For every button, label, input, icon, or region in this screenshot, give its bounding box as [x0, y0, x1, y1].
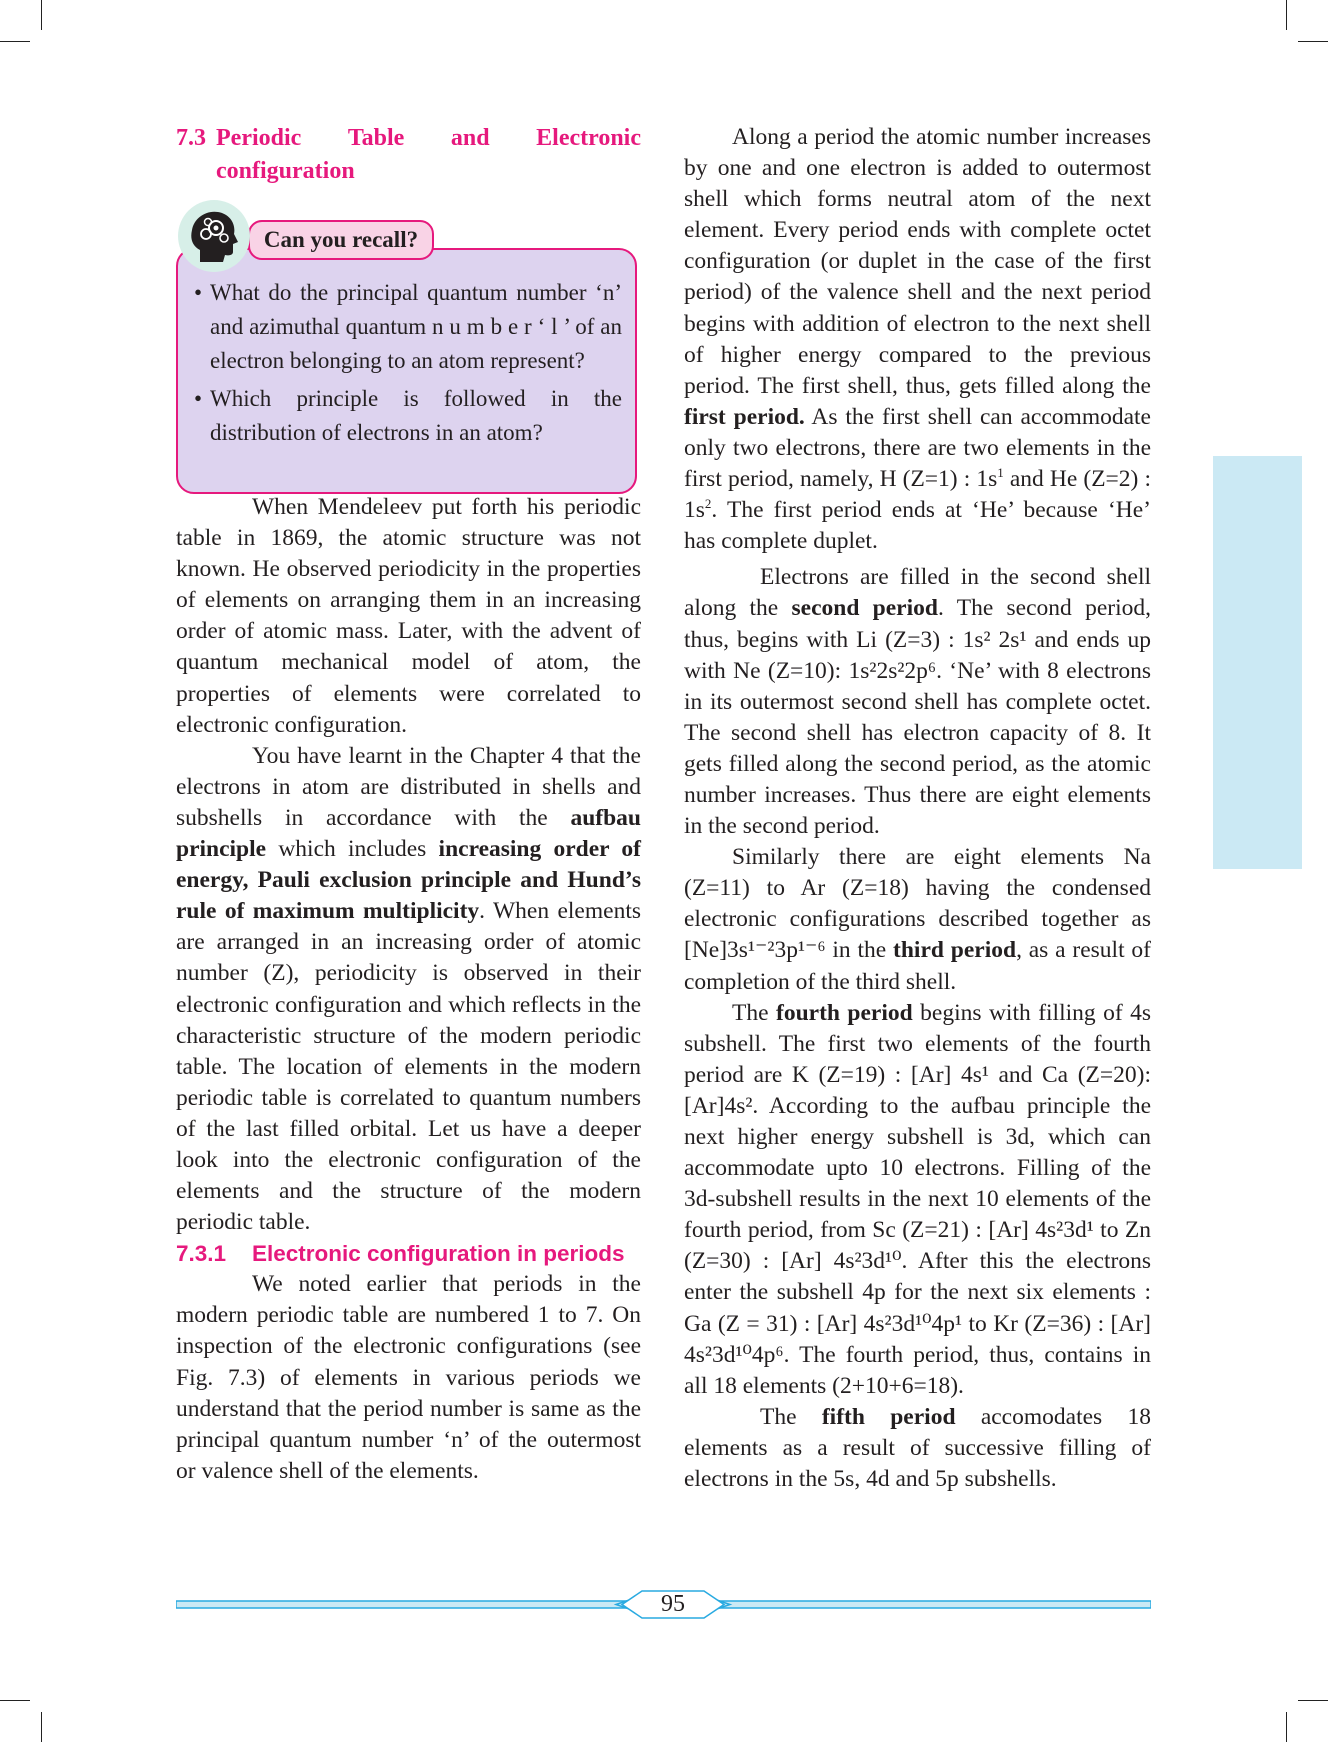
bullet-text: Which principle is followed in the distribution of electrons in an atom? — [210, 386, 622, 445]
paragraph — [684, 1402, 1151, 1495]
recall-box — [176, 200, 641, 492]
paragraph: We noted earlier that periods in the modern periodic table are numbered 1 to 7. On inspection of the electronic configurations (see Fig. 7.3) of elements in various periods we understand that the period number is same as the principal quantum number ‘n’ of the outermost or valence shell of the elements. — [176, 1271, 641, 1484]
superscript: 1 — [997, 465, 1004, 481]
text-run: Along a period the atomic number increases by one and one electron is added to outermost shell which forms neutral atom of the next element. Every period ends with complete octet configuration (or duplet in the case of the first period) of the valence shell and the next period begins with addition of electron to the next shell of higher energy compared to the previous period. The first shell, thus, gets filled along the — [684, 124, 1151, 399]
right-column — [684, 122, 1151, 1495]
subsection-heading — [176, 1238, 641, 1269]
heading-word: Electronic — [536, 125, 641, 151]
superscript: 2 — [704, 496, 712, 512]
thinking-head-icon — [178, 200, 250, 272]
bold-term: second period — [791, 595, 938, 622]
text-run: . When elements are arranged in an increasing order of atomic number (Z), periodicity is observed in their electronic configuration and which reflects in the characteristic structure of the modern periodic table. The location of elements in the modern periodic table is correlated to quantum numbers of the last filled orbital. Let us have a deeper look into the electronic configuration of the elements and the structure of the modern periodic table. — [176, 898, 641, 1236]
text-run: . The first period ends at ‘He’ because ‘He’ has complete duplet. — [684, 497, 1151, 555]
crop-mark — [1286, 0, 1287, 30]
crop-mark — [1298, 41, 1328, 42]
heading-word: Table — [347, 125, 405, 151]
text-run: The — [732, 999, 776, 1026]
crop-mark — [0, 41, 30, 42]
bullet-text: What do the principal quantum number ‘n’ and azimuthal quantum n u m b e r ‘ l ’ of an electron belonging to an atom represent? — [210, 280, 622, 373]
bullet-dot: • — [194, 280, 203, 305]
heading-word: Periodic — [216, 125, 302, 151]
paragraph — [684, 998, 1151, 1402]
text-run: and He (Z=2) : 1s — [684, 466, 1151, 524]
bold-term: third period — [893, 937, 1017, 964]
subsection-number: 7.3.1 — [176, 1241, 227, 1267]
side-tab-marker — [1213, 456, 1302, 869]
text-run: The — [760, 1403, 822, 1430]
crop-mark — [41, 1712, 42, 1742]
bold-term: first period. — [684, 403, 805, 430]
heading-line2: configuration — [216, 158, 355, 184]
crop-mark — [1298, 1700, 1328, 1701]
crop-mark — [1286, 1712, 1287, 1742]
recall-bullet — [194, 276, 622, 378]
subsection-title: Electronic configuration in periods — [252, 1241, 625, 1267]
paragraph — [176, 741, 641, 1239]
bold-term: increasing order of energy, Pauli exclusion principle and Hund’s rule of maximum multiplicity — [176, 836, 641, 925]
section-heading — [176, 122, 641, 188]
paragraph — [684, 562, 1151, 842]
text-run: Similarly there are eight elements Na (Z=11) to Ar (Z=18) having the condensed electronic configurations described together as [Ne]3s¹⁻²3p¹⁻⁶ in the — [684, 844, 1151, 964]
text-run: As the first shell can accommodate only two electrons, there are two elements in the first period, namely, H (Z=1) : 1s — [684, 403, 1151, 493]
page-footer — [176, 1587, 1151, 1623]
text-run: which includes — [266, 836, 439, 863]
paragraph — [684, 842, 1151, 997]
text-run: , as a result of completion of the third shell. — [684, 937, 1151, 995]
bullet-dot: • — [194, 386, 203, 411]
text-run: . The second period, thus, begins with Li (Z=3) : 1s² 2s¹ and ends up with Ne (Z=10): 1s²2s²2p⁶. ‘Ne’ with 8 electrons in its outermost second shell has complete octet. The second shell has electron capacity of 8. It gets filled along the second period, as the atomic number increases. Thus there are eight elements in the second period. — [684, 595, 1151, 840]
crop-mark — [0, 1700, 30, 1701]
left-column — [176, 122, 641, 1487]
paragraph — [684, 122, 1151, 557]
page-number: 95 — [661, 1591, 685, 1617]
text-run: begins with filling of 4s subshell. The first two elements of the fourth period are K (Z=19) : [Ar] 4s¹ and Ca (Z=20): [Ar]4s². According to the aufbau principle the next higher energy subshell is 3d, which can accommodate upto 10 electrons. Filling of the 3d-subshell results in the next 10 elements of the fourth period, from Sc (Z=21) : [Ar] 4s²3d¹ to Zn (Z=30) : [Ar] 4s²3d¹⁰. After this the electrons enter the subshell 4p for the next six elements : Ga (Z = 31) : [Ar] 4s²3d¹⁰4p¹ to Kr (Z=36) : [Ar] 4s²3d¹⁰4p⁶. The fourth period, thus, contains in all 18 elements (2+10+6=18). — [684, 999, 1152, 1399]
text-run: You have learnt in the Chapter 4 that the electrons in atom are distributed in shells and subshells in accordance with the — [176, 742, 641, 831]
text-run: accomodates 18 elements as a result of successive filling of electrons in the 5s, 4d and 5p subshells. — [684, 1403, 1151, 1493]
recall-content — [176, 248, 637, 494]
crop-mark — [41, 0, 42, 30]
paragraph: When Mendeleev put forth his periodic table in 1869, the atomic structure was not known. He observed periodicity in the properties of elements on arranging them in an increasing order of atomic mass. Later, with the advent of quantum mechanical model of atom, the properties of elements were correlated to electronic configuration. — [176, 494, 641, 738]
text-run: Electrons are filled in the second shell along the — [684, 564, 1151, 622]
recall-title: Can you recall? — [248, 220, 434, 260]
section-number: 7.3 — [176, 125, 206, 151]
bold-term: fifth period — [821, 1403, 956, 1430]
bold-term: fourth period — [776, 999, 913, 1026]
bold-term: aufbau principle — [176, 804, 641, 863]
heading-word: and — [450, 125, 490, 151]
recall-bullet — [194, 382, 622, 450]
